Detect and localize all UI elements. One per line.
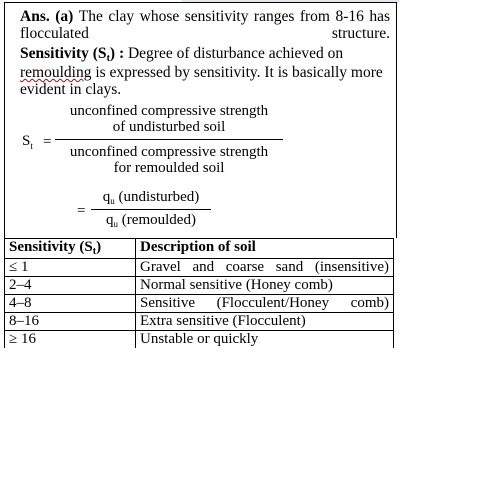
definition-text-2: is expressed by sensitivity. It is basically more evident in clays. xyxy=(20,64,383,98)
fraction-1-denominator-line-1: unconfined compressive strength xyxy=(69,144,269,160)
table-row xyxy=(5,259,394,277)
row-range: ≤ 1 xyxy=(5,259,136,277)
answer-intro xyxy=(20,8,390,42)
row-description: Extra sensitive (Flocculent) xyxy=(136,313,394,331)
fraction-1-bar xyxy=(55,139,283,140)
formula-fraction-1 xyxy=(55,103,283,176)
answer-intro-text: The clay whose sensitivity ranges from 8-16 has flocculated structure. xyxy=(20,8,391,42)
fraction-2-numerator: $q_u$ (undisturbed) xyxy=(102,189,200,206)
table-row xyxy=(5,313,394,331)
row-range: 2–4 xyxy=(5,277,136,295)
row-range: 8–16 xyxy=(5,313,136,331)
table-row xyxy=(5,277,394,295)
table-row xyxy=(5,295,394,313)
definition-text-1: Degree of disturbance achieved on xyxy=(127,45,344,62)
row-range: 4–8 xyxy=(5,295,136,313)
formula-equals-1: = xyxy=(43,134,52,150)
definition-flagged-word: remoulding xyxy=(20,64,92,81)
row-description: Sensitive (Flocculent/Honey comb) xyxy=(136,295,394,313)
formula-lhs: $S_t$ xyxy=(22,133,33,151)
fraction-1-numerator-line-2: of undisturbed soil xyxy=(112,119,226,135)
table-header-row xyxy=(5,239,394,259)
answer-box xyxy=(4,2,397,238)
table-row xyxy=(5,331,394,349)
row-description: Gravel and coarse sand (insensitive) xyxy=(136,259,394,277)
definition-term: Sensitivity (St) : xyxy=(20,45,125,64)
header-sensitivity: Sensitivity $(S_t)$ xyxy=(5,239,136,259)
sensitivity-table xyxy=(4,238,394,348)
fraction-2-bar xyxy=(91,209,211,210)
formula-equals-2: = xyxy=(77,203,86,219)
fraction-1-denominator-line-2: for remoulded soil xyxy=(113,160,225,176)
definition-paragraph xyxy=(20,45,390,98)
formula-fraction-2 xyxy=(91,189,211,230)
row-description: Normal sensitive (Honey comb) xyxy=(136,277,394,295)
row-range: ≥ 16 xyxy=(5,331,136,349)
fraction-2-denominator: $q_u$ (remoulded) xyxy=(106,212,196,229)
fraction-1-numerator-line-1: unconfined compressive strength xyxy=(69,103,269,119)
header-description: Description of soil xyxy=(136,239,394,259)
row-description: Unstable or quickly xyxy=(136,331,394,349)
answer-label: Ans. (a) xyxy=(20,8,74,25)
